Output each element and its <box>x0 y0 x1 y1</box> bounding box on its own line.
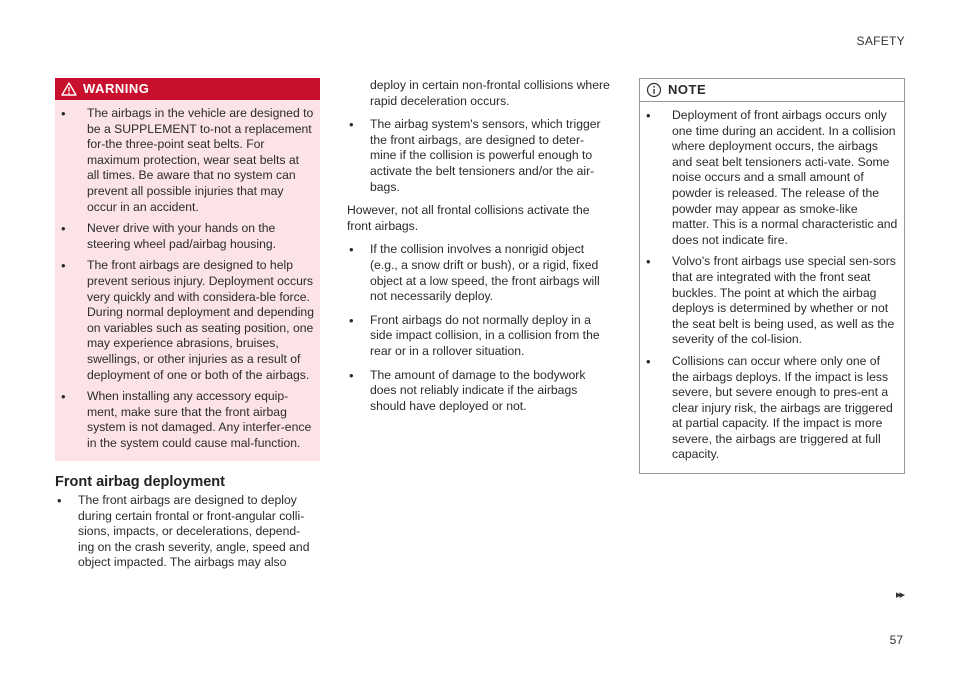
note-list <box>640 108 904 463</box>
next-page-arrows-icon: ▸▸ <box>895 589 903 601</box>
warning-list <box>55 106 320 451</box>
list-item: • The amount of damage to the bodywork does not reliably indicate if the airbags should have deployed or not. <box>347 368 615 415</box>
section-title: Front airbag deployment <box>55 474 225 491</box>
column-middle <box>347 78 615 414</box>
note-box <box>639 78 905 474</box>
warning-header <box>55 78 320 100</box>
column-left <box>55 78 320 571</box>
note-title: NOTE <box>668 82 707 98</box>
warning-triangle-icon <box>61 82 77 96</box>
section-header: SAFETY <box>856 34 905 48</box>
info-circle-icon <box>646 82 662 98</box>
paragraph: However, not all frontal collisions activate the front airbags. <box>347 203 590 233</box>
warning-item: • The front airbags are designed to help prevent serious injury. Deployment occurs very quickly and with considera-ble force. During normal deployment and depending on variables such as seating position, one may experience abrasions, bruises, swellings, or other injuries as a result of deployment of one or both of the airbags. <box>55 258 320 383</box>
list-item-continuation: deploy in certain non-frontal collisions where rapid deceleration occurs. <box>370 78 610 108</box>
note-item: • Collisions can occur where only one of the airbags deploys. If the impact is less severe, but severe enough to pres-ent a clear injury risk, the airbags are triggered at partial capacity. If the impact is more severe, the airbags are triggered at full capacity. <box>640 354 904 463</box>
list-item: • If the collision involves a nonrigid object (e.g., a snow drift or bush), or a rigid, fixed object at a low speed, the front airbags will not necessarily deploy. <box>347 242 615 304</box>
deployment-list-cont <box>347 117 615 195</box>
warning-item: • When installing any accessory equip-ment, make sure that the front airbag system is not damaged. Any interfer-ence in the system could cause mal-function. <box>55 389 320 451</box>
warning-item: • Never drive with your hands on the steering wheel pad/airbag housing. <box>55 221 320 252</box>
conditions-list <box>347 242 615 414</box>
note-header <box>640 79 904 102</box>
note-item: • Deployment of front airbags occurs only one time during an accident. In a collision where deployment occurs, the airbags and seat belt tensioners acti-vate. Some noise occurs and a small amount of powder is released. The release of the powder may appear as smoke-like matter. This is a normal characteristic and does not indicate fire. <box>640 108 904 248</box>
warning-title: WARNING <box>83 81 150 97</box>
page-number: 57 <box>889 633 903 647</box>
list-item: • Front airbags do not normally deploy in a side impact collision, in a collision from the rear or in a rollover situation. <box>347 313 615 360</box>
warning-item: • The airbags in the vehicle are designed to be a SUPPLEMENT to-not a replacement for-the three-point seat belts. For maximum protection, wear seat belts at all times. Be aware that no system can prevent all possible injuries that may occur in an accident. <box>55 106 320 215</box>
column-right <box>639 78 905 474</box>
list-item: • The front airbags are designed to deploy during certain frontal or front-angular colli-sions, impacts, or decelerations, depend-ing on the crash severity, angle, speed and object impacted. The airbags may also <box>55 493 320 571</box>
note-item: • Volvo's front airbags use special sen-sors that are integrated with the front seat buckles. The point at which the airbag deploys is determined by whether or not the seat belt is being used, as well as the severity of the col-lision. <box>640 254 904 348</box>
list-item: • The airbag system's sensors, which trigger the front airbags, are designed to deter-mine if the collision is powerful enough to activate the belt tensioners and/or the air-bags. <box>347 117 615 195</box>
deployment-list <box>55 493 320 571</box>
warning-box <box>55 78 320 461</box>
